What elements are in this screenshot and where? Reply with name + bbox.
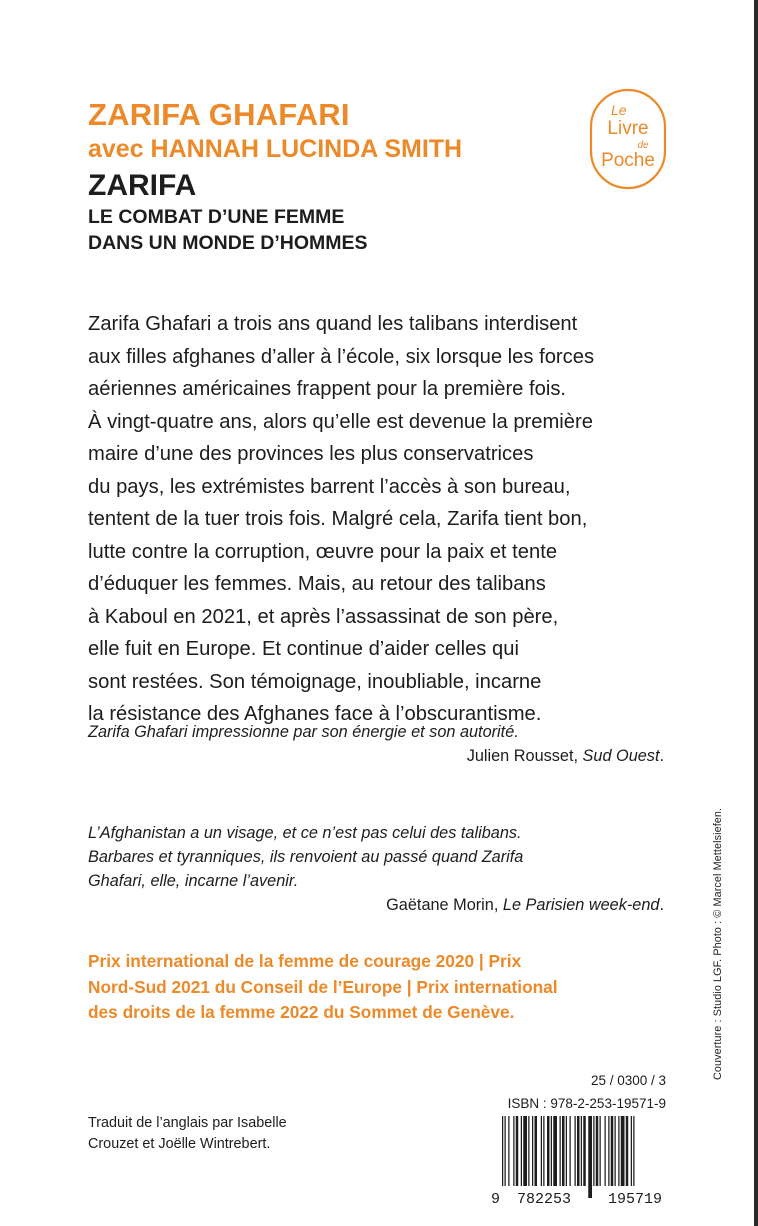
photo-credit-text: Couverture : Studio LGF. Photo : © Marcel Mettelsiefen.	[712, 807, 724, 1080]
press-quote	[88, 720, 678, 768]
barcode-bar	[596, 1116, 599, 1198]
edition-code: 25 / 0300 / 3	[590, 1073, 666, 1088]
isbn-code: ISBN : 978-2-253-19571-9	[507, 1096, 666, 1111]
barcode-bar	[505, 1116, 506, 1198]
quote-attribution	[88, 893, 678, 917]
barcode-digits-left: 782253	[516, 1191, 572, 1206]
barcode-bar	[532, 1116, 533, 1198]
blurb-line: à Kaboul en 2021, et après l’assassinat de son père,	[88, 605, 559, 628]
book-subtitle-line: LE COMBAT D’UNE FEMME	[88, 206, 345, 228]
logo-word-livre: Livre	[607, 118, 649, 139]
livre-de-poche-logo	[587, 86, 669, 192]
blurb-line: À vingt-quatre ans, alors qu’elle est devenue la première	[88, 410, 593, 433]
translator-credit	[88, 1113, 287, 1155]
prizes-line: Prix international de la femme de courage 2020 | Prix	[88, 951, 522, 971]
blurb-line: lutte contre la corruption, œuvre pour la paix et tente	[88, 540, 558, 563]
barcode-bar	[618, 1116, 619, 1198]
barcode-bar	[570, 1116, 571, 1198]
barcode-digits-right: 195719	[607, 1191, 663, 1206]
quote-author: Julien Rousset,	[466, 747, 583, 765]
barcode-bar	[593, 1116, 594, 1198]
catalog-codes	[508, 1069, 666, 1115]
barcode-bar	[631, 1116, 632, 1198]
blurb-line: du pays, les extrémistes barrent l’accès à son bureau,	[88, 475, 571, 498]
barcode-bar	[615, 1116, 616, 1198]
barcode-bar	[560, 1116, 561, 1198]
cover-edge	[754, 0, 758, 1226]
logo-word-poche: Poche	[601, 150, 655, 171]
book-blurb	[88, 308, 678, 731]
quote-end: .	[659, 747, 664, 765]
barcode-bar	[516, 1116, 519, 1198]
quote-source: Sud Ouest	[582, 747, 660, 765]
book-title: ZARIFA	[88, 169, 197, 202]
blurb-line: elle fuit en Europe. Et continue d’aider celles qui	[88, 638, 519, 660]
logo-word-le: Le	[611, 102, 627, 118]
barcode-bar	[600, 1116, 601, 1198]
barcode-bar	[547, 1116, 550, 1198]
barcode-bar	[621, 1116, 625, 1198]
barcode-bars	[502, 1116, 635, 1198]
barcode-bar	[541, 1116, 542, 1198]
author-name: ZARIFA GHAFARI	[88, 97, 350, 132]
press-quote	[88, 821, 678, 917]
prizes-line: Nord-Sud 2021 du Conseil de l’Europe | Prix international	[88, 976, 558, 997]
barcode-bar	[502, 1116, 503, 1198]
barcode-first-digit: 9	[491, 1191, 501, 1206]
book-header	[88, 96, 558, 256]
barcode-bar	[551, 1116, 552, 1198]
barcode-bar	[553, 1116, 557, 1198]
book-subtitle-line: DANS UN MONDE D’HOMMES	[88, 232, 368, 254]
blurb-line: aériennes américaines frappent pour la première fois.	[88, 378, 567, 400]
logo-word-de: de	[637, 140, 649, 151]
blurb-line: aux filles afghanes d’aller à l’école, six lorsque les forces	[88, 345, 595, 368]
blurb-line: d’éduquer les femmes. Mais, au retour des talibans	[88, 573, 546, 595]
barcode-bar	[577, 1116, 580, 1198]
quote-end: .	[659, 896, 664, 914]
barcode-bar	[588, 1116, 592, 1198]
barcode-bar	[633, 1116, 634, 1198]
barcode-bar	[523, 1116, 527, 1198]
barcode-bar	[611, 1116, 614, 1198]
barcode-bar	[626, 1116, 629, 1198]
barcode-bar	[521, 1116, 522, 1198]
coauthor-name: avec HANNAH LUCINDA SMITH	[88, 135, 463, 163]
quote-text-line: Barbares et tyranniques, ils renvoient au passé quand Zarifa	[88, 848, 524, 866]
translator-line: Crouzet et Joëlle Wintrebert.	[88, 1136, 271, 1152]
barcode-bar	[575, 1116, 576, 1198]
prizes-list	[88, 949, 688, 1026]
photo-credit	[712, 807, 732, 1100]
quote-text-line: Ghafari, elle, incarne l’avenir.	[88, 872, 299, 890]
barcode-bar	[508, 1116, 509, 1198]
quote-attribution	[88, 744, 678, 768]
barcode-bar	[543, 1116, 544, 1198]
barcode-bar	[583, 1116, 586, 1198]
barcode-bar	[513, 1116, 514, 1198]
barcode-bar	[535, 1116, 538, 1198]
prizes-line: des droits de la femme 2022 du Sommet de Genève.	[88, 1002, 515, 1022]
quote-source: Le Parisien week-end	[502, 896, 660, 914]
translator-line: Traduit de l’anglais par Isabelle	[88, 1115, 287, 1131]
barcode-bar	[566, 1116, 567, 1198]
barcode-bar	[608, 1116, 609, 1198]
quote-author: Gaëtane Morin,	[386, 896, 503, 914]
barcode-bar	[562, 1116, 565, 1198]
blurb-line: maire d’une des provinces les plus conservatrices	[88, 443, 534, 465]
ean-barcode	[488, 1116, 684, 1206]
barcode-bar	[581, 1116, 582, 1198]
blurb-line: sont restées. Son témoignage, inoubliable, incarne	[88, 670, 542, 693]
quote-text-line: Zarifa Ghafari impressionne par son énergie et son autorité.	[88, 723, 519, 741]
blurb-line: Zarifa Ghafari a trois ans quand les talibans interdisent	[88, 313, 578, 335]
quote-text-line: L’Afghanistan a un visage, et ce n’est pas celui des talibans.	[88, 824, 522, 842]
blurb-line: tentent de la tuer trois fois. Malgré cela, Zarifa tient bon,	[88, 508, 588, 530]
barcode-bar	[605, 1116, 606, 1198]
barcode-bar	[528, 1116, 529, 1198]
blurb-line: la résistance des Afghanes face à l’obscurantisme.	[88, 703, 542, 725]
